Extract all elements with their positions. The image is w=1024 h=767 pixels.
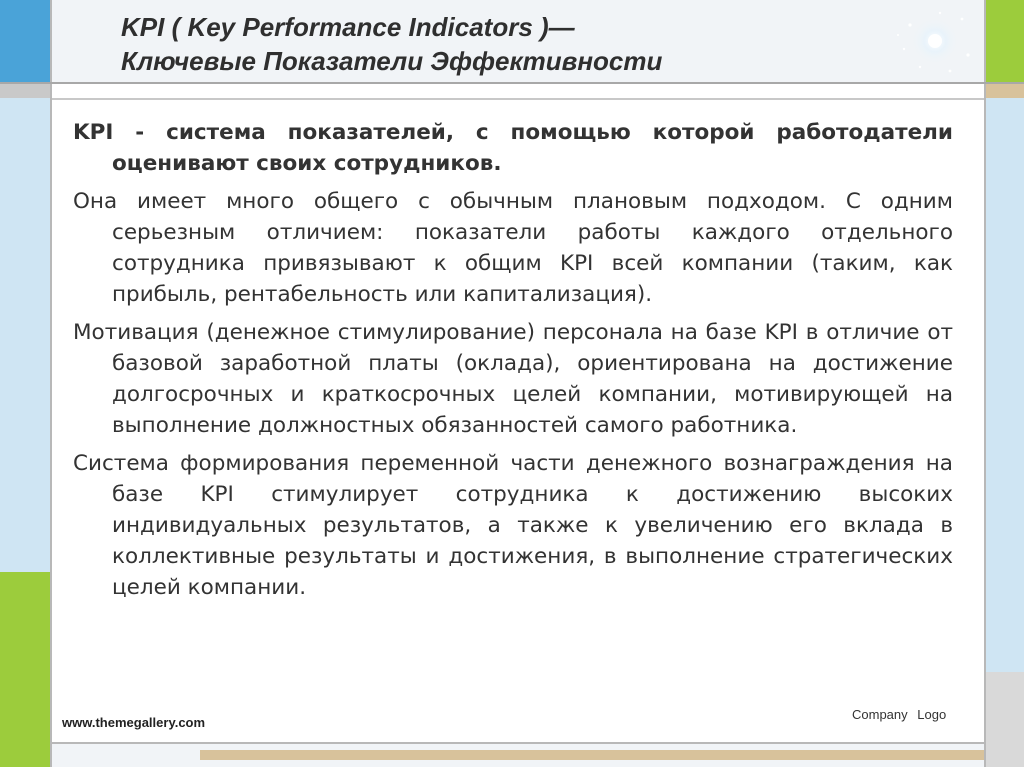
paragraph-motivation: Мотивация (денежное стимулирование) персонала на базе KPI в отличие от базовой заработной платы (оклада), ориентирована на достижение долгосрочных и краткосрочных целей компании, мотивирующей на выполнение должностных обязанностей самого работника. [73,320,953,438]
company-logo-placeholder: Company Logo [852,707,947,722]
left-divider-line [50,0,52,767]
right-gray-block [986,672,1024,767]
right-green-block [986,0,1024,82]
right-light-blue-bar [986,98,1024,672]
header-divider [0,82,1024,84]
header-divider-inner [52,98,984,100]
slide-body [73,117,953,610]
slide-title [121,10,901,78]
paragraph-reward-system: Система формирования переменной части денежного вознаграждения на базе KPI стимулирует сотрудника к достижению высоких индивидуальных результатов, а также к увеличению его вклада в коллективные результаты и достижения, в выполнение стратегических целей компании. [73,451,953,600]
left-light-blue-bar [0,98,50,572]
footer-tan-bar [200,750,984,760]
slide-title-line-2: Ключевые Показатели Эффективности [121,46,663,76]
paragraph-definition: KPI - система показателей, с помощью которой работодатели оценивают своих сотрудников. [73,120,953,176]
right-tan-block [986,84,1024,98]
left-gray-block [0,82,50,98]
left-accent-blue-block [0,0,50,82]
left-green-block [0,572,50,767]
footer-website: www.themegallery.com [62,715,206,730]
slide-title-line-1: KPI ( Key Performance Indicators )— [121,12,575,42]
right-divider-line [984,0,986,767]
paragraph-approach: Она имеет много общего с обычным плановым подходом. С одним серьезным отличием: показатели работы каждого отдельного сотрудника привязывают к общим KPI всей компании (таким, как прибыль, рентабельность или капитализация). [73,189,953,307]
